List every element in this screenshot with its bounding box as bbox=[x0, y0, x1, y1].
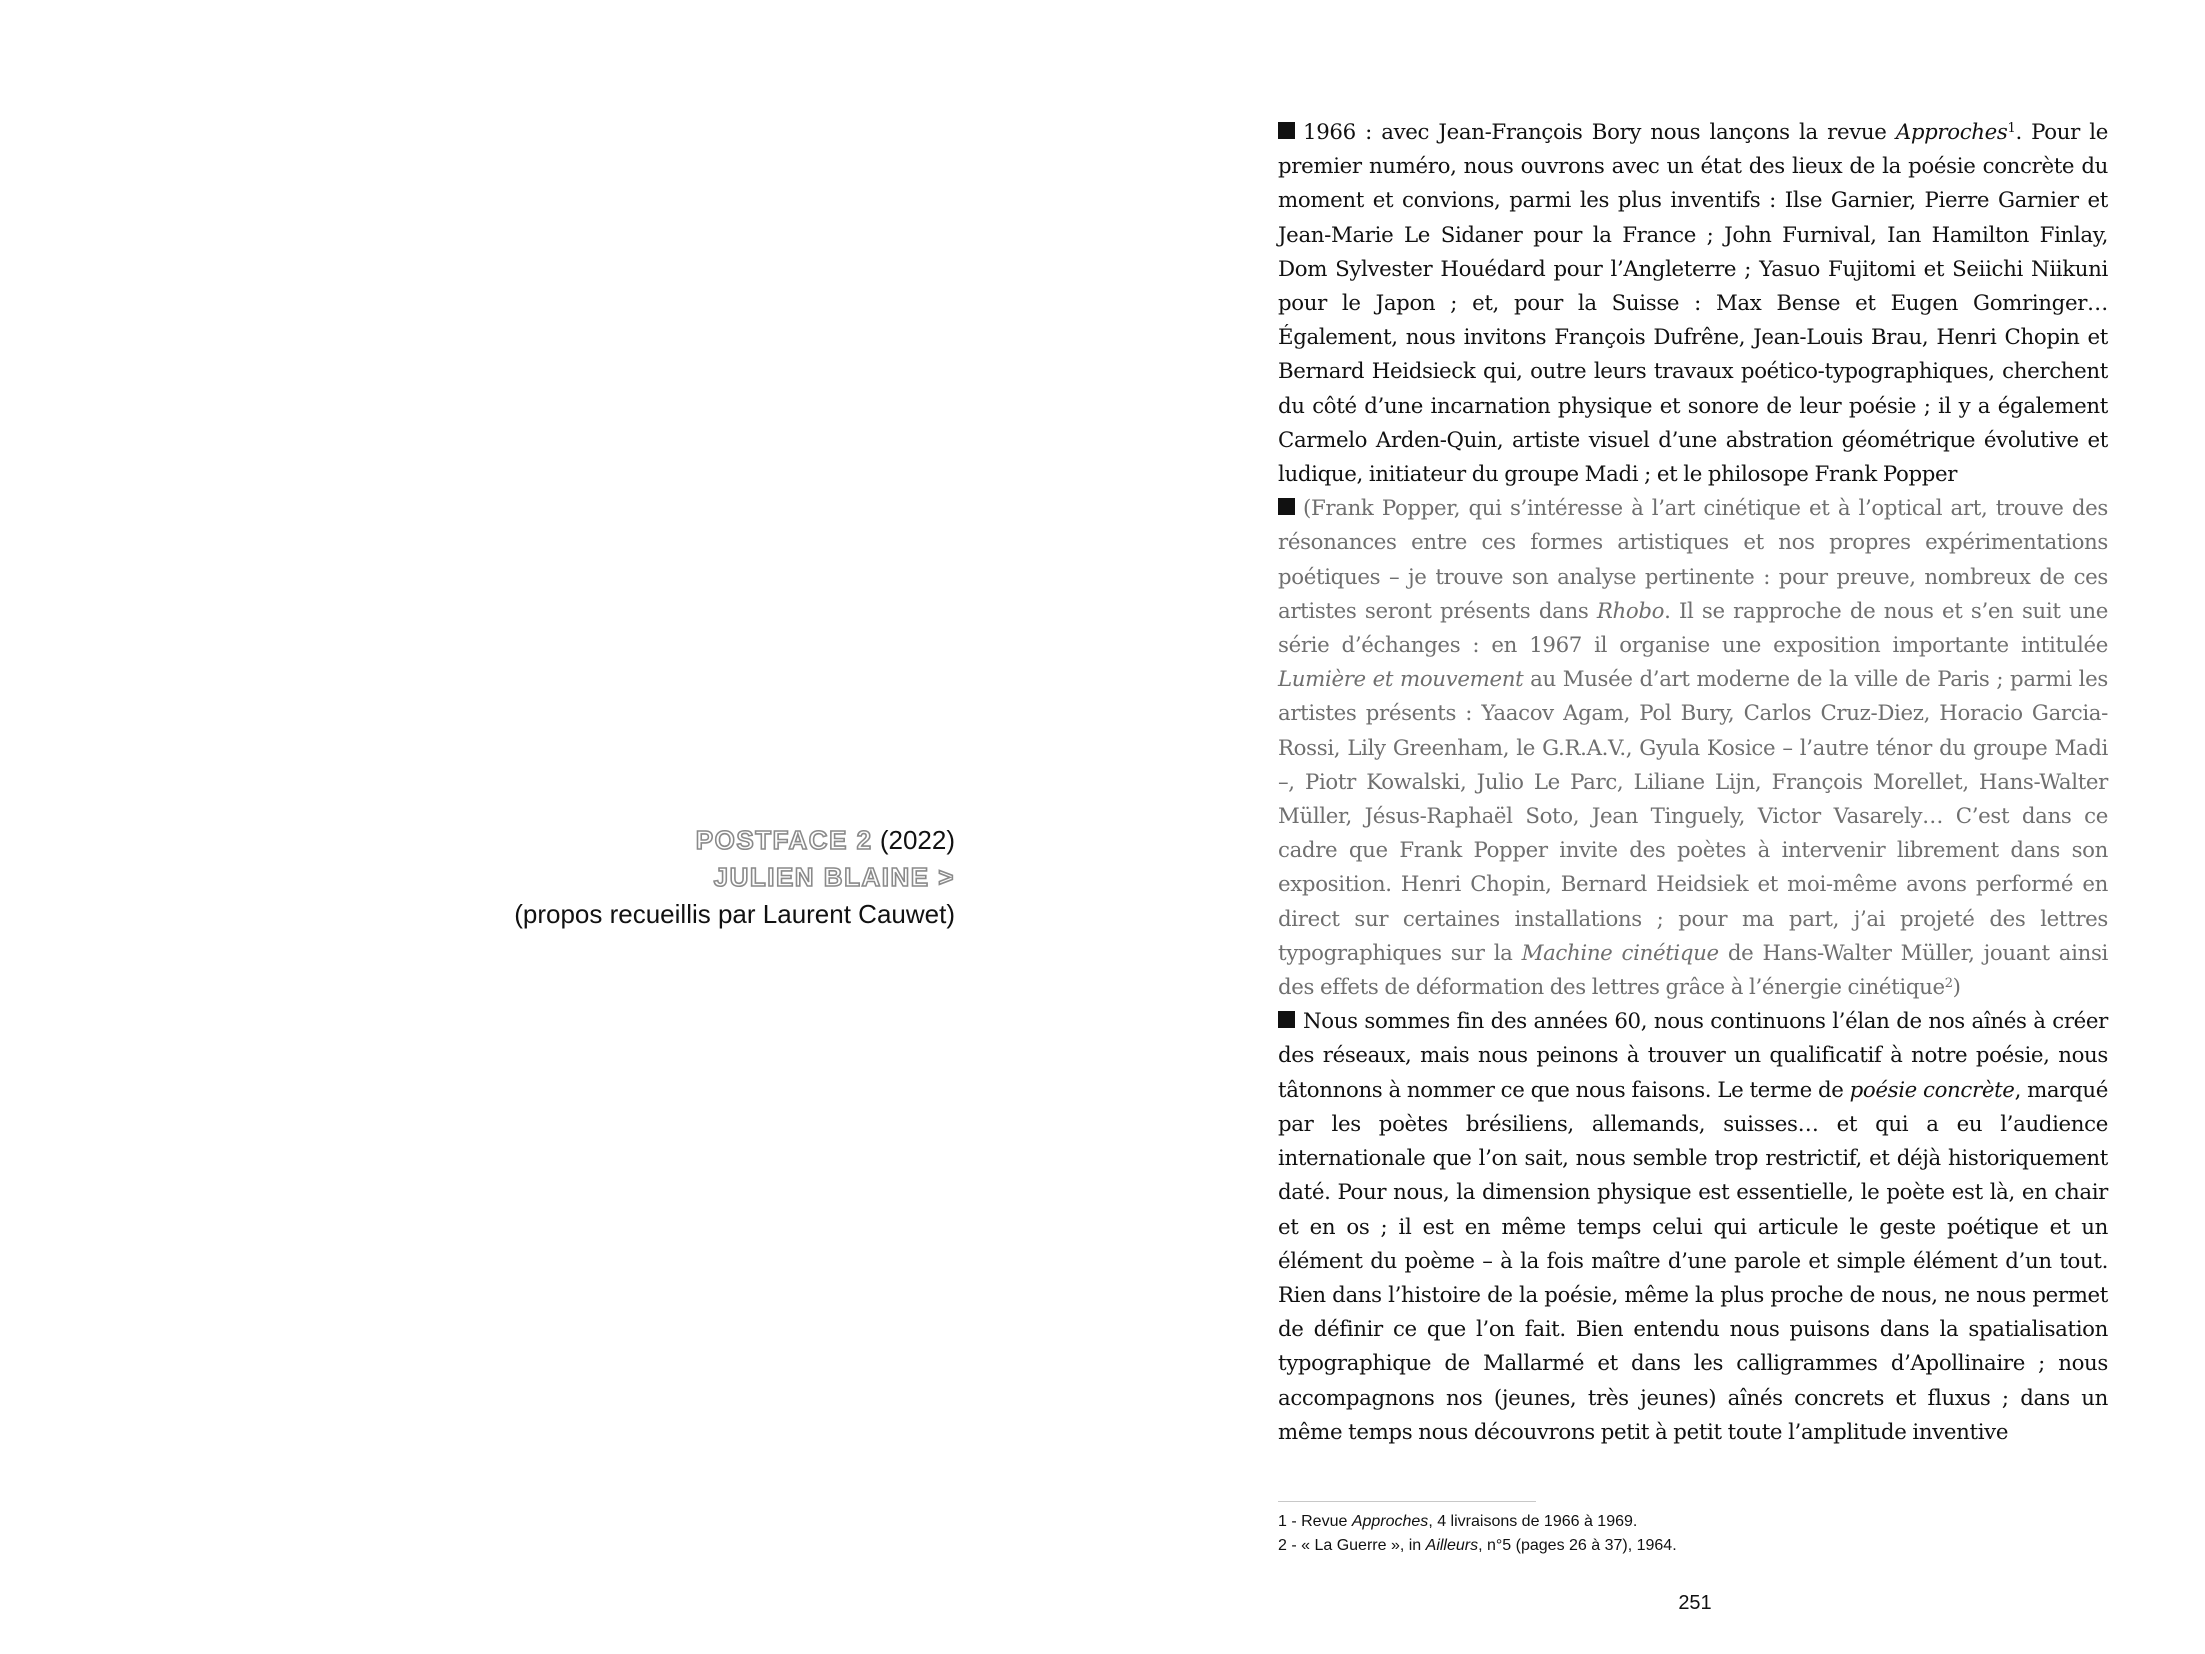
author-name: JULIEN BLAINE bbox=[713, 862, 930, 892]
square-bullet-icon bbox=[1278, 498, 1295, 515]
rhobo-title: Rhobo bbox=[1596, 598, 1665, 624]
interview-credit: (propos recueillis par Laurent Cauwet) bbox=[514, 899, 955, 929]
footnotes-divider bbox=[1278, 1501, 1536, 1502]
left-page bbox=[0, 0, 1102, 1654]
author-heading bbox=[514, 859, 955, 896]
paragraph-1-text-a: 1966 : avec Jean-François Bory nous lançons la revue bbox=[1303, 120, 1896, 145]
square-bullet-icon bbox=[1278, 1011, 1295, 1028]
footnote-1-text-b: , 4 livraisons de 1966 à 1969. bbox=[1428, 1513, 1638, 1530]
paragraph-1-text-b: . Pour le premier numéro, nous ouvrons avec un état des lieux de la poésie concrète du moment et convions, parmi les plus inventifs : Ilse Garnier, Pierre Garnier et Jean-Marie Le Sidaner pour la France ; John Furnival, Ian Hamilton Finlay, Dom Sylvester Houédard pour l’Angleterre ; Yasuo Fujitomi et Seiichi Niikuni pour le Japon ; et, pour la Suisse : Max Bense et Eugen Gomringer… Également, nous invitons François Dufrêne, Jean-Louis Brau, Henri Chopin et Bernard Heidsieck qui, outre leurs travaux poético-typographiques, cherchent du côté d’une incarnation physique et sonore de leur poésie ; il y a également Carmelo Arden-Quin, artiste visuel d’une abstration géométrique évolutive et ludique, initiateur du groupe Madi ; et le philosope Frank Popper bbox=[1278, 120, 2108, 488]
machine-cinetique-title: Machine cinétique bbox=[1521, 940, 1719, 966]
footnote-2-title: Ailleurs bbox=[1425, 1537, 1479, 1554]
approches-title: Approches bbox=[1895, 120, 2008, 145]
paragraph-2-text-d: de Hans-Walter Müller, jouant ainsi des effets de déformation des lettres grâce à l’énergie cinétique bbox=[1278, 940, 2108, 1001]
paragraph-3 bbox=[1278, 1005, 2108, 1450]
paragraph-2-text-b: . Il se rapproche de nous et s’en suit une série d’échanges : en 1967 il organise une exposition importante intitulée bbox=[1278, 598, 2108, 659]
poesie-concrete-term: poésie concrète bbox=[1849, 1077, 2015, 1103]
footnote-1 bbox=[1278, 1510, 1677, 1534]
paragraph-3-text-b: , marqué par les poètes brésiliens, allemands, suisses… et qui a eu l’audience internationale que l’on sait, nous semble trop restrictif, et déjà historiquement daté. Pour nous, la dimension physique est essentielle, le poète est là, en chair et en os ; il est en même temps celui qui articule le geste poétique et un élément du poème – à la fois maître d’une parole et simple élément d’un tout. Rien dans l’histoire de la poésie, même la plus proche de nous, ne nous permet de définir ce que l’on fait. Bien entendu nous puisons dans la spatialisation typographique de Mallarmé et dans les calligrammes d’Apollinaire ; nous accompagnons nos (jeunes, très jeunes) aînés concrets et fluxus ; dans un même temps nous découvrons petit à petit toute l’amplitude inventive bbox=[1278, 1077, 2109, 1445]
footnote-ref-1: 1 bbox=[2007, 121, 2016, 136]
square-bullet-icon bbox=[1278, 122, 1295, 139]
footnotes bbox=[1278, 1510, 1677, 1558]
paragraph-1 bbox=[1278, 116, 2108, 492]
paragraph-3-text-a: Nous sommes fin des années 60, nous continuons l’élan de nos aînés à créer des réseaux, mais nous peinons à trouver un qualificatif à notre poésie, nous tâtonnons à nommer ce que nous faisons. Le terme de bbox=[1278, 1009, 2108, 1103]
footnote-2 bbox=[1278, 1534, 1677, 1558]
postface-label: POSTFACE 2 bbox=[695, 825, 873, 855]
footnote-2-text-a: 2 - « La Guerre », in bbox=[1278, 1537, 1426, 1554]
paragraph-2 bbox=[1278, 492, 2108, 1005]
postface-heading bbox=[514, 822, 955, 859]
body-text-column bbox=[1278, 116, 2108, 1450]
postface-year: (2022) bbox=[872, 825, 955, 855]
paragraph-2-text-a: (Frank Popper, qui s’intéresse à l’art cinétique et à l’optical art, trouve des résonances entre ces formes artistiques et nos propres expérimentations poétiques – je trouve son analyse pertinente : pour preuve, nombreux de ces artistes seront présents dans bbox=[1278, 496, 2108, 624]
footnote-2-text-b: , n°5 (pages 26 à 37), 1964. bbox=[1478, 1537, 1677, 1554]
postface-title-block bbox=[514, 822, 955, 933]
author-arrow-icon: > bbox=[929, 862, 955, 892]
lumiere-mouvement-title: Lumière et mouvement bbox=[1278, 667, 1524, 693]
footnote-1-text-a: 1 - Revue bbox=[1278, 1513, 1352, 1530]
footnote-1-title: Approches bbox=[1351, 1513, 1429, 1530]
footnote-ref-2: 2 bbox=[1944, 976, 1953, 992]
paragraph-2-text-c: au Musée d’art moderne de la ville de Paris ; parmi les artistes présents : Yaacov Agam, Pol Bury, Carlos Cruz-Diez, Horacio Garcia-Rossi, Lily Greenham, le G.R.A.V., Gyula Kosice – l’autre ténor du groupe Madi –, Piotr Kowalski, Julio Le Parc, Liliane Lijn, François Morellet, Hans-Walter Müller, Jésus-Raphaël Soto, Jean Tinguely, Victor Vasarely… C’est dans ce cadre que Frank Popper invite des poètes à intervenir librement dans son exposition. Henri Chopin, Bernard Heidsiek et moi-même avons performé en direct sur certaines installations ; pour ma part, j’ai projeté des lettres typographiques sur la bbox=[1278, 667, 2108, 966]
right-page bbox=[1102, 0, 2205, 1654]
paragraph-2-text-e: ) bbox=[1952, 975, 1961, 1001]
page-number: 251 bbox=[1678, 1592, 1712, 1614]
